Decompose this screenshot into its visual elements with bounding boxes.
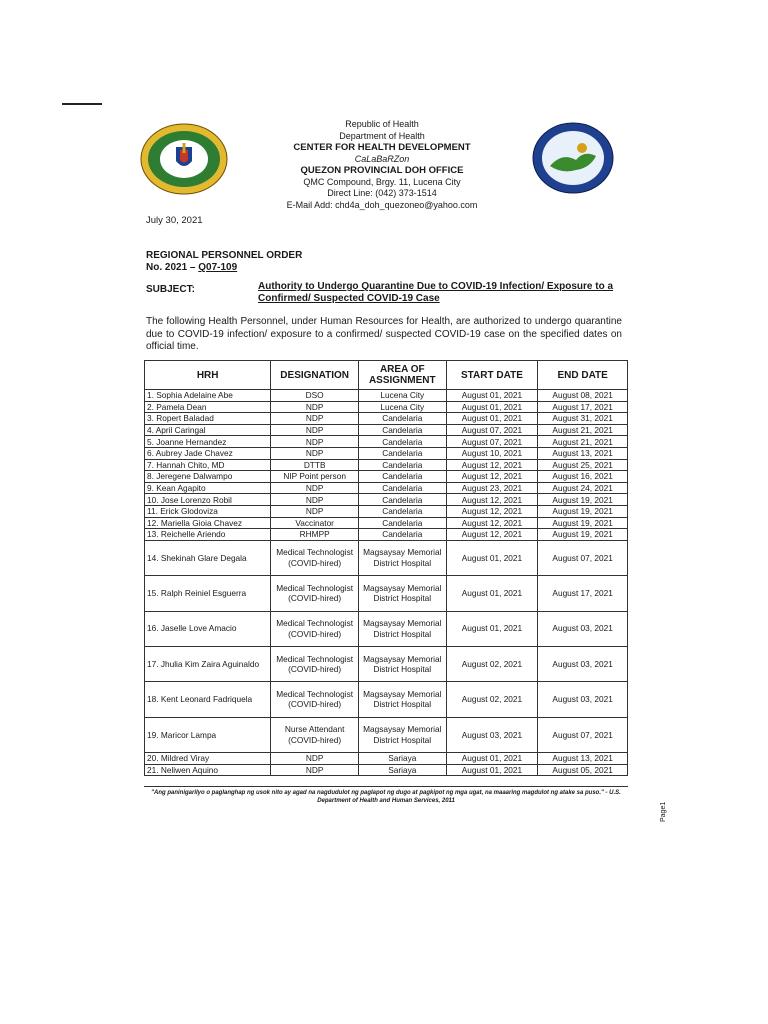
cell-end-date: August 07, 2021 [538,717,628,752]
cell-start-date: August 07, 2021 [446,424,538,436]
footer-quote: "Ang paninigarilyo o paglanghap ng usok nito ay agad na nagdudulot ng paglapot ng dugo at pagkipot ng mga ugat, na maaaring magdulot ng atake sa puso." - U.S. Department of Health and Human Services, 2011 [144,786,628,805]
cell-designation: NDP [271,424,359,436]
cell-end-date: August 19, 2021 [538,529,628,541]
table-row [145,459,628,471]
provincial-office-seal-logo [532,122,614,194]
cell-end-date: August 25, 2021 [538,459,628,471]
cell-area: Magsaysay Memorial District Hospital [358,682,446,717]
letterhead-address: QMC Compound, Brgy. 11, Lucena City [303,176,461,187]
table-row [145,682,628,717]
table-row [145,436,628,448]
cell-end-date: August 17, 2021 [538,401,628,413]
table-row [145,390,628,402]
cell-start-date: August 10, 2021 [446,447,538,459]
cell-end-date: August 19, 2021 [538,505,628,517]
personnel-table [144,360,628,776]
cell-area: Sariaya [358,764,446,776]
cell-area: Magsaysay Memorial District Hospital [358,540,446,575]
cell-end-date: August 19, 2021 [538,517,628,529]
cell-area: Magsaysay Memorial District Hospital [358,717,446,752]
column-header-hrh: HRH [145,361,271,390]
cell-start-date: August 12, 2021 [446,505,538,517]
subject-label: SUBJECT: [146,284,195,295]
cell-start-date: August 01, 2021 [446,764,538,776]
cell-hrh: 18. Kent Leonard Fadriquela [145,682,271,717]
cell-area: Sariaya [358,753,446,765]
cell-hrh: 15. Ralph Reiniel Esguerra [145,576,271,611]
doh-seal-logo [140,123,228,195]
letterhead-region: CaLaBaRZon [354,153,410,164]
cell-designation: RHMPP [271,529,359,541]
letterhead-republic: Republic of Health [345,119,419,129]
cell-end-date: August 07, 2021 [538,540,628,575]
cell-designation: Vaccinator [271,517,359,529]
cell-area: Candelaria [358,505,446,517]
cell-start-date: August 01, 2021 [446,390,538,402]
table-header-row [145,361,628,390]
cell-area: Candelaria [358,424,446,436]
cell-designation: Nurse Attendant (COVID-hired) [271,717,359,752]
order-number-value: Q07-109 [198,262,238,273]
cell-hrh: 16. Jaselle Love Amacio [145,611,271,646]
cell-area: Candelaria [358,436,446,448]
cell-designation: Medical Technologist (COVID-hired) [271,611,359,646]
subject-text: Authority to Undergo Quarantine Due to COVID-19 Infection/ Exposure to a Confirmed/ Suspected COVID-19 Case [258,281,614,304]
cell-area: Candelaria [358,529,446,541]
cell-hrh: 2. Pamela Dean [145,401,271,413]
cell-area: Candelaria [358,494,446,506]
letterhead-email: E-Mail Add: chd4a_doh_quezoneo@yahoo.com [286,199,478,210]
cell-area: Candelaria [358,447,446,459]
page-number: Page1 [660,801,667,822]
table-row [145,576,628,611]
cell-designation: NDP [271,413,359,425]
cell-end-date: August 03, 2021 [538,646,628,681]
table-row [145,753,628,765]
table-row [145,611,628,646]
cell-end-date: August 24, 2021 [538,482,628,494]
letterhead-office: QUEZON PROVINCIAL DOH OFFICE [300,165,464,176]
cell-end-date: August 21, 2021 [538,424,628,436]
table-row [145,447,628,459]
cell-hrh: 5. Joanne Hernandez [145,436,271,448]
cell-hrh: 19. Maricor Lampa [145,717,271,752]
table-row [145,505,628,517]
letterhead [232,119,532,211]
table-row [145,540,628,575]
cell-start-date: August 02, 2021 [446,646,538,681]
cell-end-date: August 31, 2021 [538,413,628,425]
cell-area: Candelaria [358,413,446,425]
cell-start-date: August 12, 2021 [446,517,538,529]
cell-hrh: 14. Shekinah Glare Degala [145,540,271,575]
letterhead-center: CENTER FOR HEALTH DEVELOPMENT [293,142,471,153]
cell-area: Candelaria [358,471,446,483]
cell-designation: Medical Technologist (COVID-hired) [271,576,359,611]
order-title: REGIONAL PERSONNEL ORDER [146,250,303,261]
cell-start-date: August 02, 2021 [446,682,538,717]
cell-designation: NDP [271,482,359,494]
cell-start-date: August 01, 2021 [446,401,538,413]
table-row [145,529,628,541]
table-row [145,401,628,413]
cell-designation: DSO [271,390,359,402]
table-row [145,471,628,483]
table-body [145,390,628,776]
cell-designation: NDP [271,494,359,506]
cell-hrh: 1. Sophia Adelaine Abe [145,390,271,402]
cell-designation: NDP [271,436,359,448]
cell-start-date: August 01, 2021 [446,576,538,611]
document-date: July 30, 2021 [146,215,203,226]
cell-area: Magsaysay Memorial District Hospital [358,646,446,681]
cell-hrh: 12. Mariella Gioia Chavez [145,517,271,529]
cell-hrh: 11. Erick Glodoviza [145,505,271,517]
cell-hrh: 6. Aubrey Jade Chavez [145,447,271,459]
cell-hrh: 4. April Caringal [145,424,271,436]
order-number [146,262,237,273]
cell-start-date: August 01, 2021 [446,540,538,575]
cell-start-date: August 01, 2021 [446,611,538,646]
cell-hrh: 17. Jhulia Kim Zaira Aguinaldo [145,646,271,681]
cell-end-date: August 03, 2021 [538,611,628,646]
cell-start-date: August 12, 2021 [446,529,538,541]
column-header-designation: DESIGNATION [271,361,359,390]
table-row [145,424,628,436]
column-header-end-date: END DATE [538,361,628,390]
cell-end-date: August 16, 2021 [538,471,628,483]
table-row [145,517,628,529]
cell-end-date: August 21, 2021 [538,436,628,448]
cell-end-date: August 19, 2021 [538,494,628,506]
cell-start-date: August 03, 2021 [446,717,538,752]
cell-designation: NDP [271,447,359,459]
scan-mark [62,103,102,105]
table-row [145,413,628,425]
cell-designation: NDP [271,505,359,517]
table-row [145,494,628,506]
cell-hrh: 20. Mildred Viray [145,753,271,765]
cell-area: Candelaria [358,482,446,494]
cell-designation: Medical Technologist (COVID-hired) [271,540,359,575]
cell-hrh: 7. Hannah Chito, MD [145,459,271,471]
cell-start-date: August 01, 2021 [446,753,538,765]
cell-end-date: August 17, 2021 [538,576,628,611]
order-number-prefix: No. 2021 – [146,262,199,273]
cell-hrh: 13. Reichelle Ariendo [145,529,271,541]
table-row [145,646,628,681]
table-row [145,482,628,494]
cell-designation: NDP [271,764,359,776]
cell-area: Candelaria [358,459,446,471]
cell-hrh: 10. Jose Lorenzo Robil [145,494,271,506]
table-row [145,764,628,776]
letterhead-department: Department of Health [339,130,425,141]
cell-designation: NIP Point person [271,471,359,483]
cell-start-date: August 01, 2021 [446,413,538,425]
cell-start-date: August 12, 2021 [446,494,538,506]
cell-hrh: 8. Jeregene Dalwampo [145,471,271,483]
cell-designation: NDP [271,753,359,765]
letterhead-phone: Direct Line: (042) 373-1514 [327,188,437,198]
cell-hrh: 21. Neliwen Aquino [145,764,271,776]
cell-start-date: August 12, 2021 [446,459,538,471]
cell-start-date: August 23, 2021 [446,482,538,494]
intro-paragraph: The following Health Personnel, under Human Resources for Health, are authorized to undergo quarantine due to COVID-19 infection/ exposure to a confirmed/ suspected COVID-19 case on the specified dates on official time. [146,316,622,352]
cell-area: Lucena City [358,390,446,402]
column-header-area: AREA OF ASSIGNMENT [358,361,446,390]
cell-area: Magsaysay Memorial District Hospital [358,611,446,646]
cell-hrh: 9. Kean Agapito [145,482,271,494]
cell-end-date: August 13, 2021 [538,447,628,459]
cell-end-date: August 08, 2021 [538,390,628,402]
cell-designation: NDP [271,401,359,413]
column-header-start-date: START DATE [446,361,538,390]
cell-area: Candelaria [358,517,446,529]
cell-area: Lucena City [358,401,446,413]
cell-designation: Medical Technologist (COVID-hired) [271,682,359,717]
cell-end-date: August 03, 2021 [538,682,628,717]
cell-end-date: August 13, 2021 [538,753,628,765]
cell-hrh: 3. Ropert Baladad [145,413,271,425]
cell-start-date: August 12, 2021 [446,471,538,483]
cell-designation: DTTB [271,459,359,471]
cell-start-date: August 07, 2021 [446,436,538,448]
cell-end-date: August 05, 2021 [538,764,628,776]
table-row [145,717,628,752]
cell-designation: Medical Technologist (COVID-hired) [271,646,359,681]
cell-area: Magsaysay Memorial District Hospital [358,576,446,611]
